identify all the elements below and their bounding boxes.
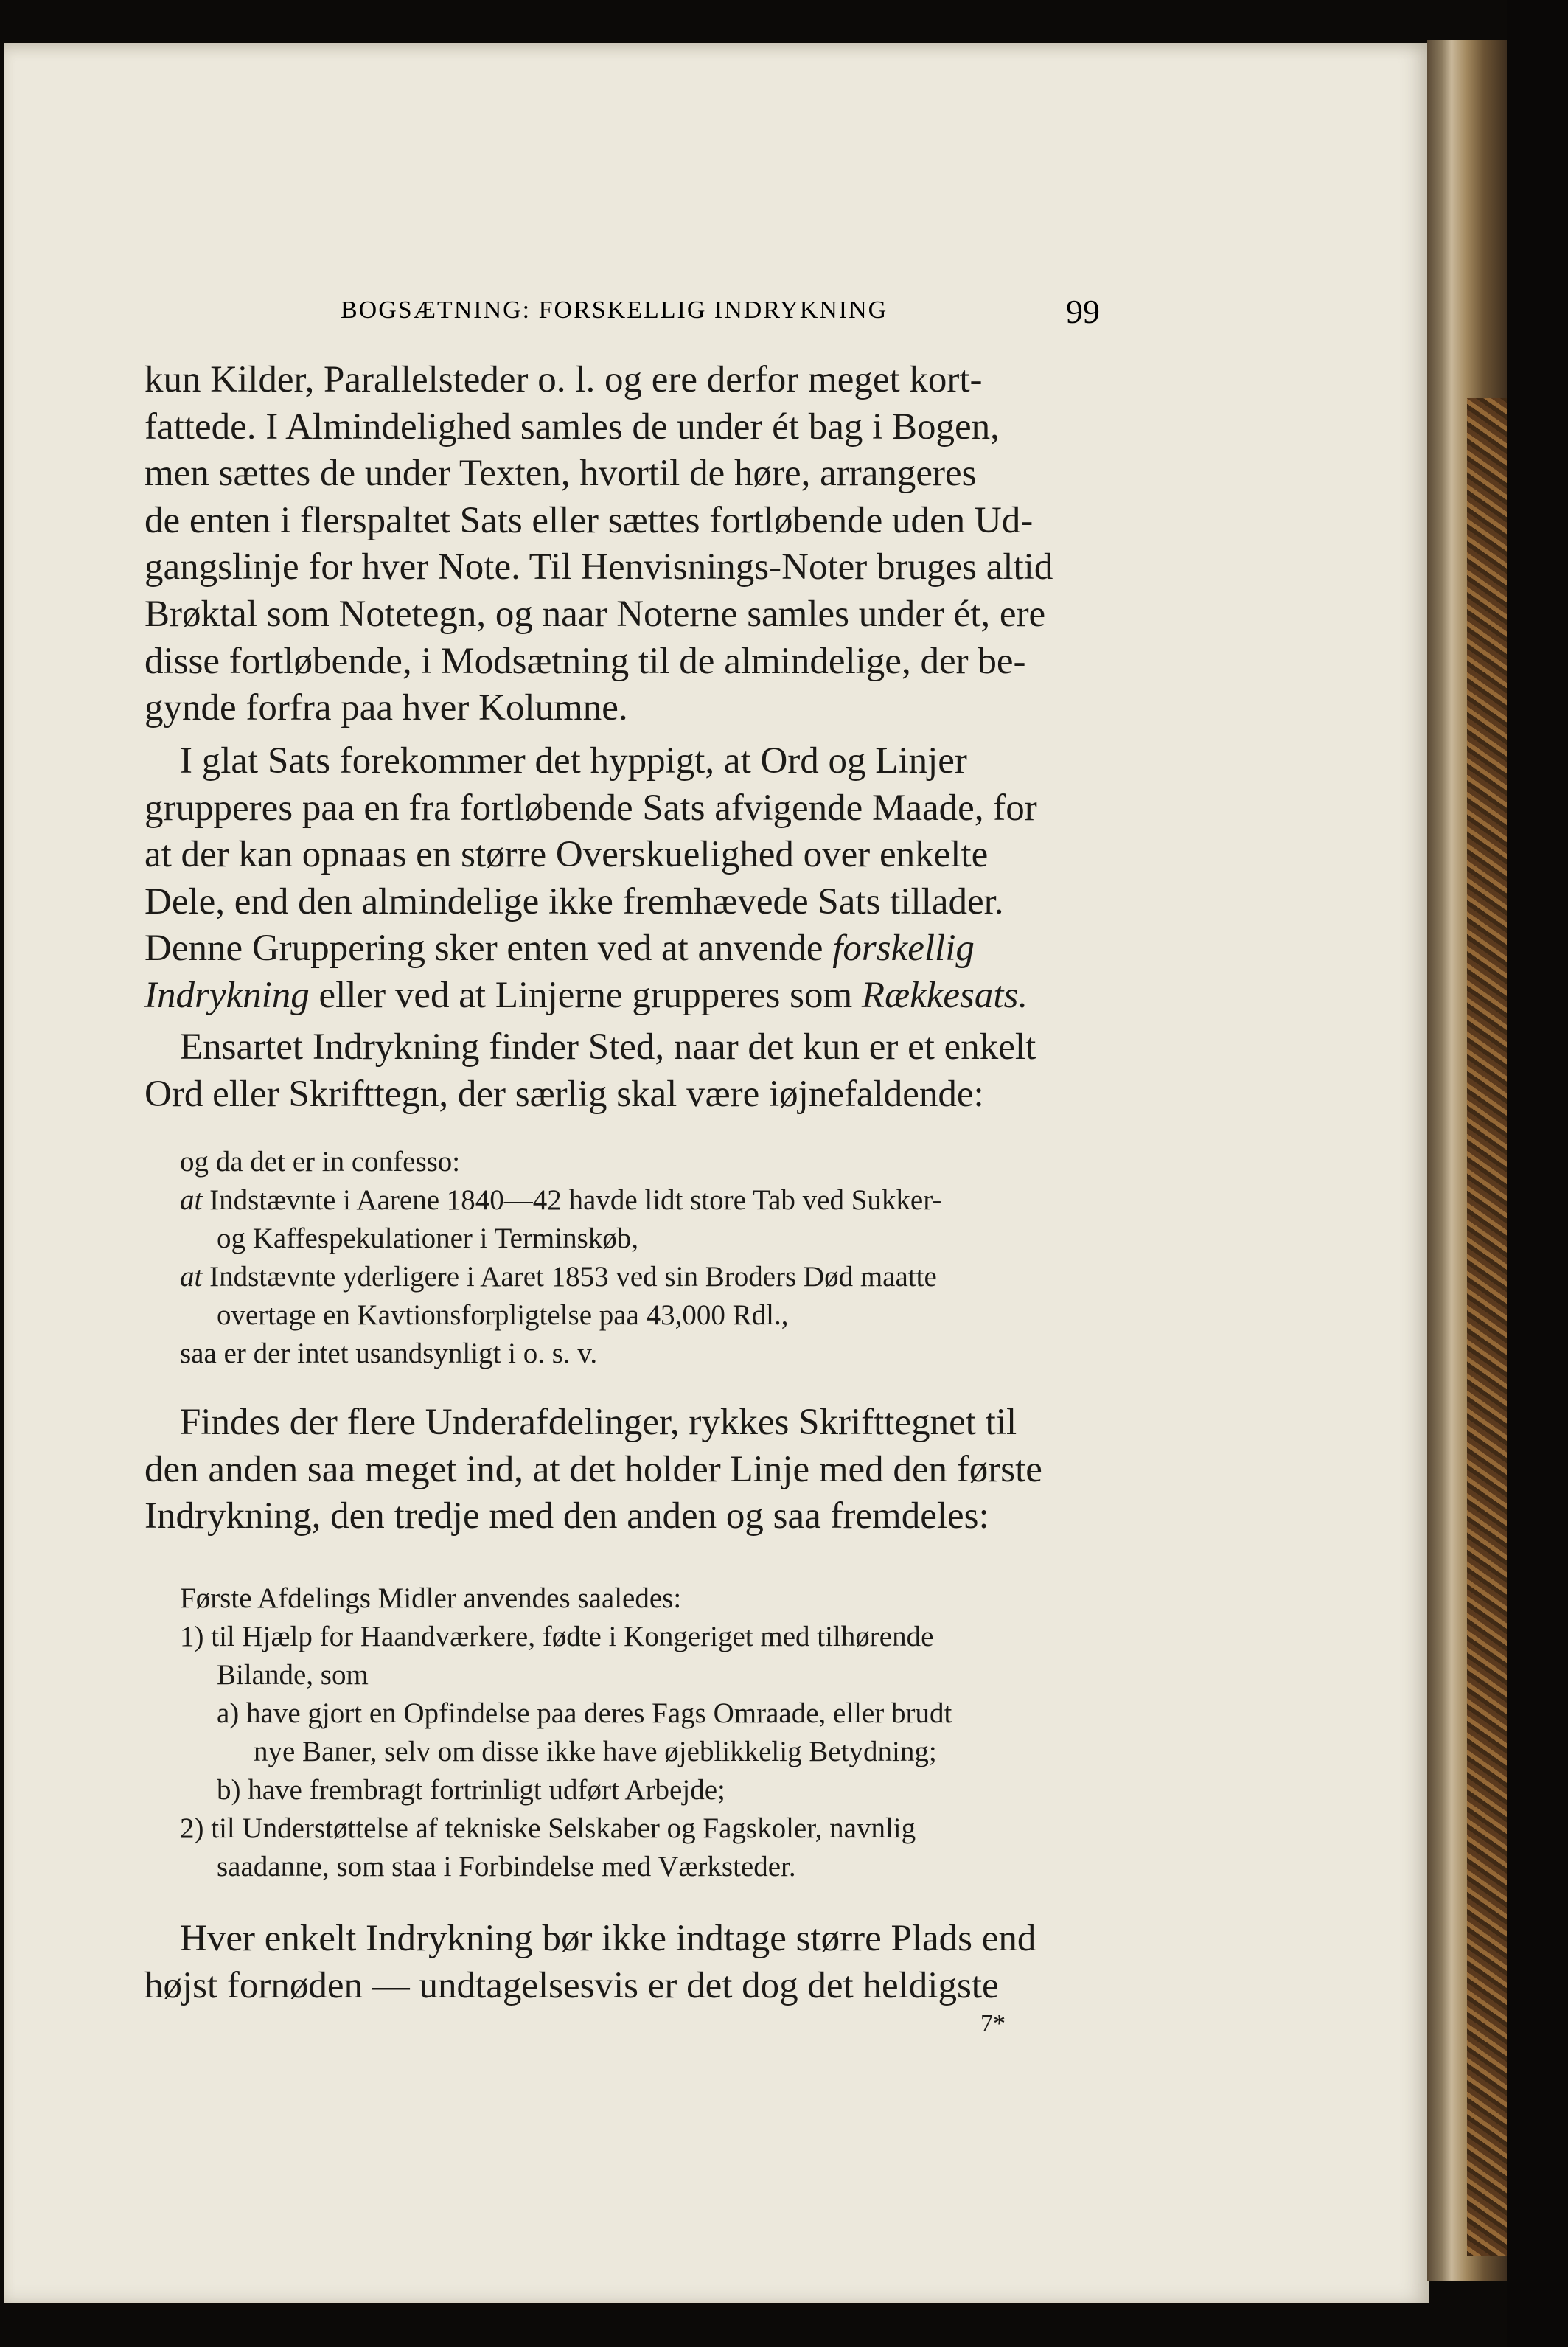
text-line — [144, 925, 1106, 973]
example-line: b) have frembragt fortrinligt udført Arbejde; — [217, 1774, 725, 1806]
text-line: fattede. I Almindelighed samles de under ét bag i Bogen, — [144, 406, 1000, 448]
paragraph-1 — [144, 357, 1106, 732]
text-line: grupperes paa en fra fortløbende Sats afvigende Maade, for — [144, 787, 1037, 829]
text-line: den anden saa meget ind, at det holder Linje med den første — [144, 1448, 1042, 1490]
text-line: kun Kilder, Parallelsteder o. l. og ere derfor meget kort- — [144, 359, 983, 400]
example-line — [180, 1181, 1087, 1220]
page-number: 99 — [1066, 293, 1100, 330]
running-head: BOGSÆTNING: FORSKELLIG INDRYKNING — [341, 296, 888, 324]
example-line: saadanne, som staa i Forbindelse med Værksteder. — [217, 1851, 796, 1882]
text-run: Indstævnte i Aarene 1840—42 havde lidt store Tab ved Sukker- — [202, 1184, 942, 1216]
text-line: Brøktal som Notetegn, og naar Noterne samles under ét, ere — [144, 593, 1046, 635]
text-line: men sættes de under Texten, hvortil de høre, arrangeres — [144, 453, 977, 495]
example-line: og Kaffespekulationer i Terminskøb, — [217, 1223, 639, 1254]
marbled-edge — [1467, 398, 1508, 2256]
example-line: Bilande, som — [217, 1659, 369, 1691]
example-line: 2) til Understøttelse af tekniske Selskaber og Fagskoler, navnlig — [180, 1812, 916, 1844]
example-line: og da det er in confesso: — [180, 1146, 461, 1178]
example-line: a) have gjort en Opfindelse paa deres Fags Omraade, eller brudt — [217, 1697, 952, 1729]
example-line: Første Afdelings Midler anvendes saaledes: — [180, 1582, 682, 1614]
text-line — [144, 973, 1106, 1020]
text-line: Hver enkelt Indrykning bør ikke indtage større Plads end — [180, 1918, 1036, 1959]
cover-edge — [1507, 0, 1568, 2347]
text-line: disse fortløbende, i Modsætning til de almindelige, der be- — [144, 640, 1026, 682]
item-marker: at — [180, 1184, 203, 1216]
paragraph-4 — [144, 1399, 1106, 1540]
example-line: saa er der intet usandsynligt i o. s. v. — [180, 1338, 598, 1369]
page-header — [341, 292, 1107, 336]
paragraph-3 — [144, 1024, 1106, 1118]
text-line: gynde forfra paa hver Kolumne. — [144, 687, 628, 729]
example-block-1 — [180, 1143, 1087, 1373]
text-line: Dele, end den almindelige ikke fremhævede Sats tillader. — [144, 880, 1004, 922]
text-line: Ensartet Indrykning finder Sted, naar det kun er et enkelt — [180, 1026, 1036, 1068]
text-run: Indstævnte yderligere i Aaret 1853 ved sin Broders Død maatte — [202, 1261, 937, 1293]
example-line: nye Baner, selv om disse ikke have øjeblikkelig Betydning; — [254, 1736, 937, 1767]
text-line: at der kan opnaas en større Overskuelighed over enkelte — [144, 834, 989, 876]
example-line — [180, 1258, 1087, 1296]
italic-term: Indrykning — [144, 974, 310, 1016]
italic-term: forskellig — [832, 928, 975, 970]
text-run: Denne Gruppering sker enten ved at anvende — [144, 928, 833, 970]
text-line: højst fornøden — undtagelsesvis er det dog det heldigste — [144, 1964, 999, 2006]
text-line: Findes der flere Underafdelinger, rykkes Skrifttegnet til — [180, 1402, 1017, 1443]
signature-mark: 7* — [980, 2010, 1006, 2037]
text-line: I glat Sats forekommer det hyppigt, at Ord og Linjer — [180, 740, 967, 782]
text-line: gangslinje for hver Note. Til Henvisnings-Noter bruges altid — [144, 546, 1053, 588]
italic-term: Rækkesats. — [861, 974, 1028, 1016]
text-line: de enten i flerspaltet Sats eller sættes fortløbende uden Ud- — [144, 499, 1034, 541]
text-line: Indrykning, den tredje med den anden og saa fremdeles: — [144, 1495, 989, 1537]
text-run: eller ved at Linjerne grupperes som — [309, 974, 862, 1016]
text-line: Ord eller Skrifttegn, der særlig skal være iøjnefaldende: — [144, 1073, 984, 1115]
paragraph-5 — [144, 1916, 1106, 2009]
example-block-2 — [180, 1579, 1087, 1886]
item-marker: at — [180, 1261, 203, 1293]
example-line: 1) til Hjælp for Haandværkere, fødte i Kongeriget med tilhørende — [180, 1621, 934, 1652]
example-line: overtage en Kavtionsforpligtelse paa 43,000 Rdl., — [217, 1299, 789, 1331]
paragraph-2 — [144, 738, 1106, 1020]
